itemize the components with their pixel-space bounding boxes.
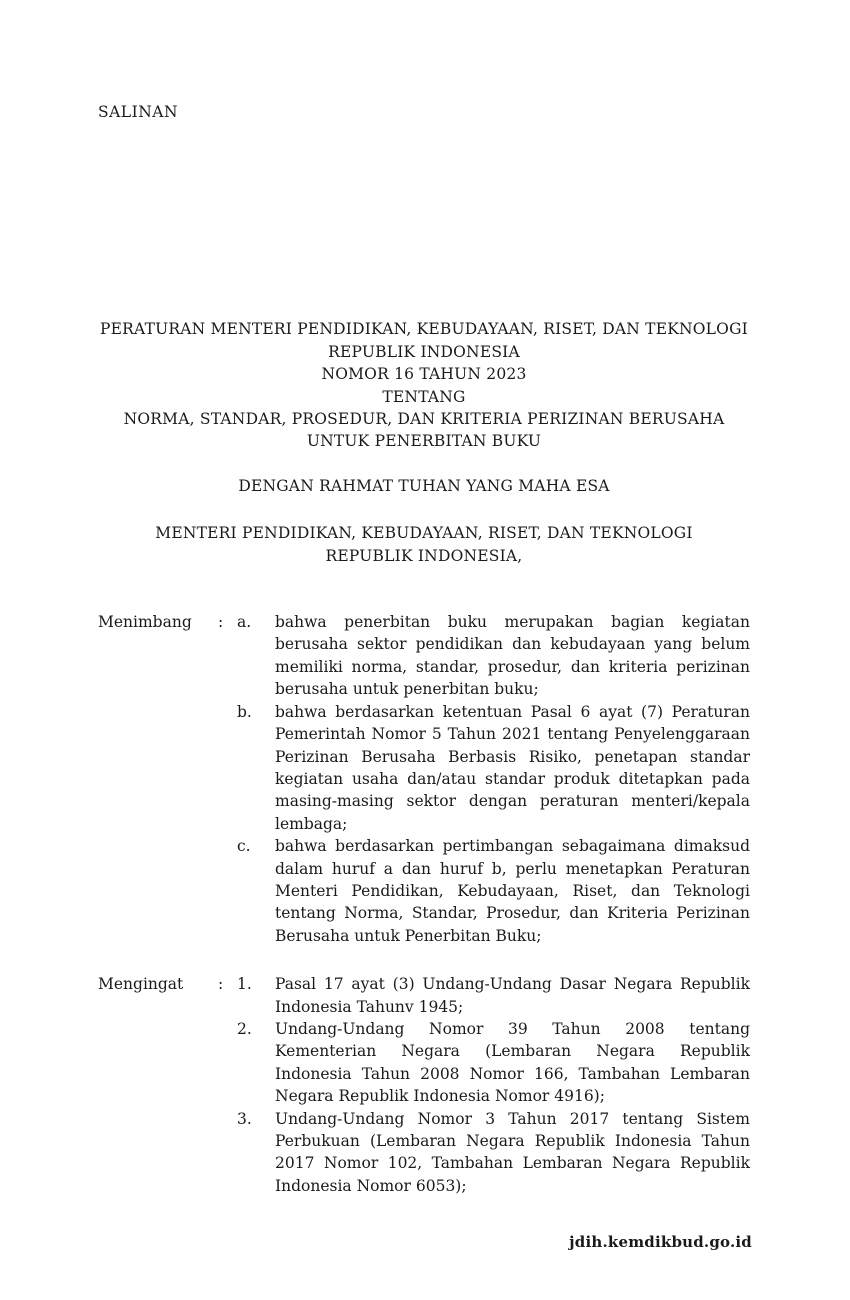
- considering-separator: :: [218, 613, 224, 632]
- considering-clause: [98, 611, 750, 947]
- title-line-ministry: PERATURAN MENTERI PENDIDIKAN, KEBUDAYAAN, RISET, DAN TEKNOLOGI: [100, 320, 748, 339]
- jdih-footer-site: jdih.kemdikbud.go.id: [569, 1232, 752, 1251]
- item-text: Undang-Undang Nomor 3 Tahun 2017 tentang Sistem Perbukuan (Lembaran Negara Republik Indonesia Tahun 2017 Nomor 102, Tambahan Lembaran Negara Republik Indonesia Nomor 6053);: [275, 1109, 750, 1195]
- copy-stamp: SALINAN: [98, 103, 179, 121]
- authority-line-1: MENTERI PENDIDIKAN, KEBUDAYAAN, RISET, DAN TEKNOLOGI: [155, 524, 693, 543]
- list-item: [237, 701, 750, 835]
- item-marker: 2.: [237, 1019, 252, 1038]
- regulation-title: [98, 318, 750, 452]
- item-marker: c.: [237, 837, 251, 856]
- title-line-number: NOMOR 16 TAHUN 2023: [321, 365, 527, 384]
- considering-items: [237, 611, 750, 947]
- title-line-subject-1: NORMA, STANDAR, PROSEDUR, DAN KRITERIA PERIZINAN BERUSAHA: [123, 410, 725, 429]
- item-marker: a.: [237, 613, 252, 632]
- item-text: Pasal 17 ayat (3) Undang-Undang Dasar Negara Republik Indonesia Tahunv 1945;: [275, 975, 750, 1016]
- remembering-items: [237, 973, 750, 1197]
- item-text: bahwa penerbitan buku merupakan bagian kegiatan berusaha sektor pendidikan dan kebudayaan yang belum memiliki norma, standar, prosedur, dan kriteria perizinan berusaha untuk penerbitan buku;: [275, 613, 750, 699]
- item-marker: 3.: [237, 1109, 252, 1128]
- authority-block: [98, 522, 750, 567]
- title-line-republic: REPUBLIK INDONESIA: [328, 342, 520, 361]
- item-text: bahwa berdasarkan ketentuan Pasal 6 ayat (7) Peraturan Pemerintah Nomor 5 Tahun 2021 tentang Penyelenggaraan Perizinan Berusaha Berbasis Risiko, penetapan standar kegiatan usaha dan/atau standar produk ditetapkan pada masing-masing sektor dengan peraturan menteri/kepala lembaga;: [275, 702, 750, 833]
- item-text: bahwa berdasarkan pertimbangan sebagaimana dimaksud dalam huruf a dan huruf b, perlu menetapkan Peraturan Menteri Pendidikan, Kebudayaan, Riset, dan Teknologi tentang Norma, Standar, Prosedur, dan Kriteria Perizinan Berusaha untuk Penerbitan Buku;: [275, 837, 750, 945]
- invocation-line: DENGAN RAHMAT TUHAN YANG MAHA ESA: [238, 476, 610, 495]
- list-item: [237, 611, 750, 701]
- item-text: Undang-Undang Nomor 39 Tahun 2008 tentang Kementerian Negara (Lembaran Negara Republik Indonesia Tahun 2008 Nomor 166, Tambahan Lembaran Negara Republik Indonesia Nomor 4916);: [275, 1019, 750, 1106]
- considering-label: Menimbang: [98, 613, 192, 632]
- item-marker: b.: [237, 702, 252, 721]
- title-line-subject-2: UNTUK PENERBITAN BUKU: [306, 432, 542, 451]
- list-item: [237, 835, 750, 947]
- title-line-about: TENTANG: [382, 387, 466, 406]
- remembering-separator: :: [218, 975, 224, 994]
- item-marker: 1.: [237, 975, 252, 994]
- remembering-clause: [98, 973, 750, 1197]
- list-item: [237, 1108, 750, 1198]
- list-item: [237, 1018, 750, 1108]
- list-item: [237, 973, 750, 1018]
- remembering-label: Mengingat: [98, 975, 184, 994]
- authority-line-2: REPUBLIK INDONESIA,: [325, 546, 523, 565]
